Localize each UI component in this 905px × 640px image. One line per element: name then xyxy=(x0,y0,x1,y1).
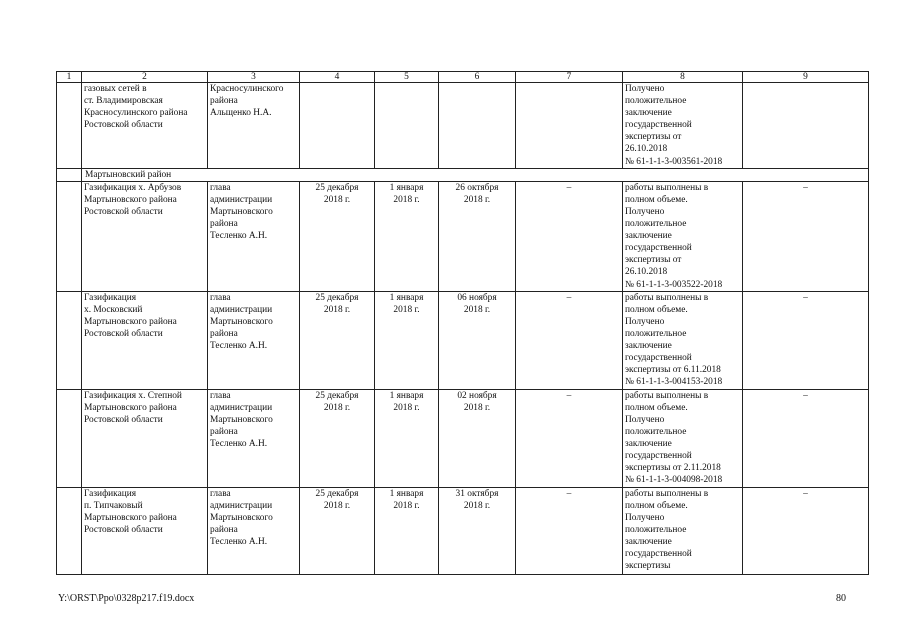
cell-col9: – xyxy=(743,291,869,389)
table-row xyxy=(57,389,869,487)
column-number: 4 xyxy=(300,72,375,83)
cell-index xyxy=(57,181,82,291)
column-number: 9 xyxy=(743,72,869,83)
cell-actual: 06 ноября 2018 г. xyxy=(439,291,516,389)
cell-start: 1 января 2018 г. xyxy=(375,181,439,291)
cell-actual: 26 октября 2018 г. xyxy=(439,181,516,291)
cell-status: Получено положительное заключение государственной экспертизы от 26.10.2018 № 61-1-1-3-003561-2018 xyxy=(623,83,743,169)
region-row xyxy=(57,168,869,181)
cell-object: Газификация х. Арбузов Мартыновского района Ростовской области xyxy=(82,181,208,291)
cell-col7: – xyxy=(516,487,623,574)
cell-responsible: глава администрации Мартыновского района Тесленко А.Н. xyxy=(208,389,300,487)
column-number: 1 xyxy=(57,72,82,83)
cell-col7 xyxy=(516,83,623,169)
cell-col9: – xyxy=(743,487,869,574)
column-number: 7 xyxy=(516,72,623,83)
cell-col7: – xyxy=(516,389,623,487)
region-label: Мартыновский район xyxy=(82,168,869,181)
cell-col9 xyxy=(743,83,869,169)
column-number: 3 xyxy=(208,72,300,83)
cell-deadline: 25 декабря 2018 г. xyxy=(300,487,375,574)
cell-deadline xyxy=(300,83,375,169)
column-number: 6 xyxy=(439,72,516,83)
footer-file-path: Y:\ORST\Ppo\0328p217.f19.docx xyxy=(58,593,195,604)
cell-status: работы выполнены в полном объеме. Получено положительное заключение государственной экспертизы от 6.11.2018 № 61-1-1-3-004153-2018 xyxy=(623,291,743,389)
cell-status: работы выполнены в полном объеме. Получено положительное заключение государственной экспертизы от 2.11.2018 № 61-1-1-3-004098-2018 xyxy=(623,389,743,487)
table-row xyxy=(57,487,869,574)
column-number: 2 xyxy=(82,72,208,83)
table-row xyxy=(57,181,869,291)
table-row xyxy=(57,291,869,389)
cell-object: Газификация п. Типчаковый Мартыновского района Ростовской области xyxy=(82,487,208,574)
cell-object: Газификация х. Степной Мартыновского района Ростовской области xyxy=(82,389,208,487)
cell-index xyxy=(57,291,82,389)
cell-responsible: глава администрации Мартыновского района Тесленко А.Н. xyxy=(208,181,300,291)
cell-actual xyxy=(439,83,516,169)
cell-index xyxy=(57,168,82,181)
column-number: 5 xyxy=(375,72,439,83)
table-row-continuation xyxy=(57,83,869,169)
column-number: 8 xyxy=(623,72,743,83)
cell-status: работы выполнены в полном объеме. Получено положительное заключение государственной экспертизы xyxy=(623,487,743,574)
cell-start: 1 января 2018 г. xyxy=(375,389,439,487)
cell-col7: – xyxy=(516,181,623,291)
cell-responsible: глава администрации Мартыновского района Тесленко А.Н. xyxy=(208,291,300,389)
cell-object: Газификация х. Московский Мартыновского района Ростовской области xyxy=(82,291,208,389)
cell-deadline: 25 декабря 2018 г. xyxy=(300,291,375,389)
cell-deadline: 25 декабря 2018 г. xyxy=(300,389,375,487)
cell-actual: 02 ноября 2018 г. xyxy=(439,389,516,487)
cell-start: 1 января 2018 г. xyxy=(375,487,439,574)
cell-index xyxy=(57,389,82,487)
cell-object: газовых сетей в ст. Владимировская Красносулинского района Ростовской области xyxy=(82,83,208,169)
footer-page-number: 80 xyxy=(836,593,846,604)
cell-col9: – xyxy=(743,181,869,291)
report-table xyxy=(56,71,869,575)
cell-col7: – xyxy=(516,291,623,389)
cell-start xyxy=(375,83,439,169)
cell-col9: – xyxy=(743,389,869,487)
cell-status: работы выполнены в полном объеме. Получено положительное заключение государственной экспертизы от 26.10.2018 № 61-1-1-3-003522-2018 xyxy=(623,181,743,291)
cell-responsible: глава администрации Мартыновского района Тесленко А.Н. xyxy=(208,487,300,574)
cell-start: 1 января 2018 г. xyxy=(375,291,439,389)
column-number-row xyxy=(57,72,869,83)
cell-deadline: 25 декабря 2018 г. xyxy=(300,181,375,291)
cell-index xyxy=(57,83,82,169)
cell-index xyxy=(57,487,82,574)
cell-actual: 31 октября 2018 г. xyxy=(439,487,516,574)
cell-responsible: Красносулинского района Альщенко Н.А. xyxy=(208,83,300,169)
